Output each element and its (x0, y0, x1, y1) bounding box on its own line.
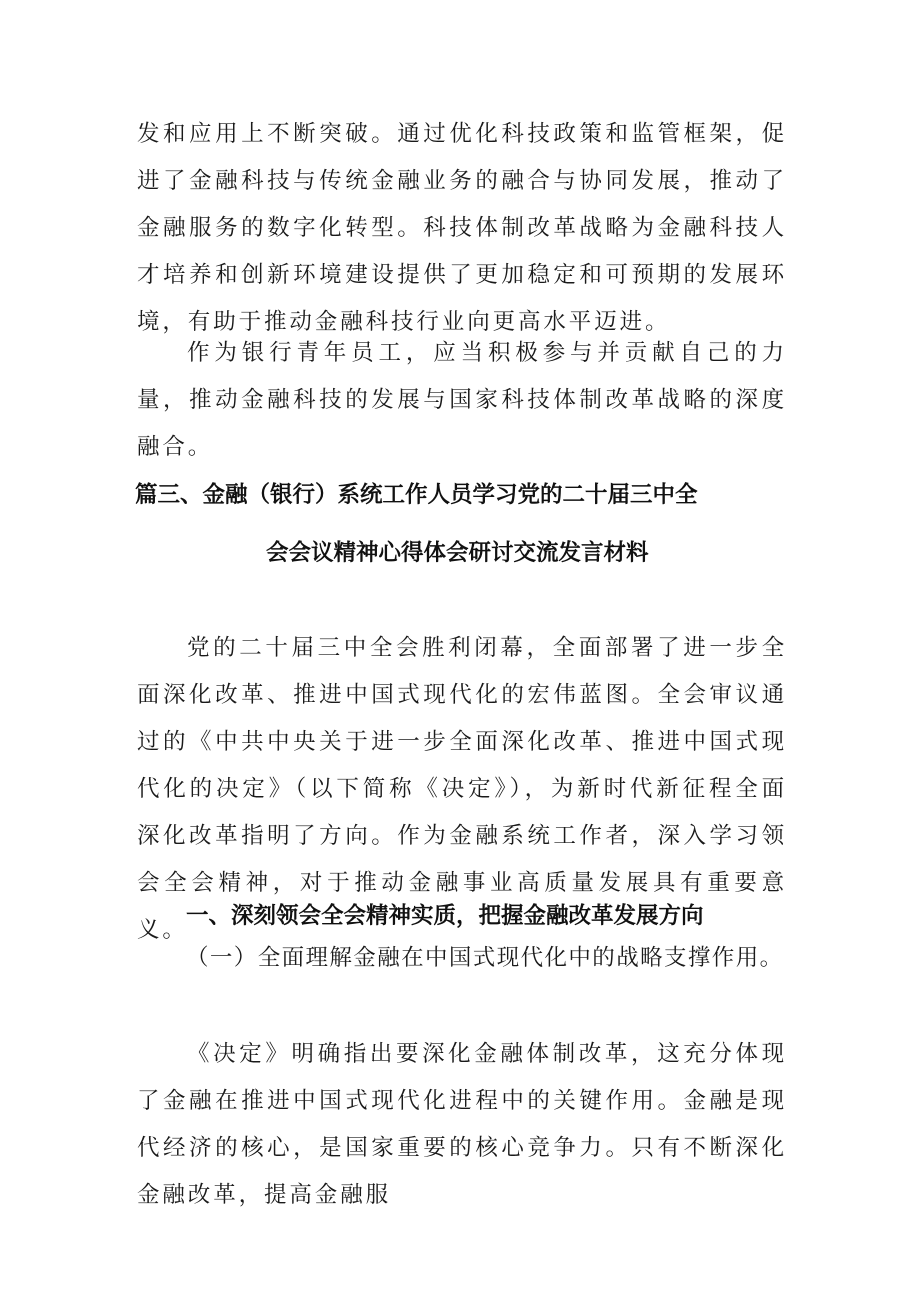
body-paragraph: 《决定》明确指出要深化金融体制改革，这充分体现了金融在推进中国式现代化进程中的关键作用。金融是现代经济的核心，是国家重要的核心竞争力。只有不断深化金融改革，提高金融服 (137, 1041, 787, 1208)
intro-paragraph: 党的二十届三中全会胜利闭幕，全面部署了进一步全面深化改革、推进中国式现代化的宏伟蓝图。全会审议通过的《中共中央关于进一步全面深化改革、推进中国式现代化的决定》（以下简称《决定》），为新时代新征程全面深化改革指明了方向。作为金融系统工作者，深入学习领会全会精神，对于推动金融事业高质量发展具有重要意义。 (137, 635, 787, 943)
closing-paragraph: 作为银行青年员工，应当积极参与并贡献自己的力量，推动金融科技的发展与国家科技体制改革战略的深度融合。 (137, 340, 787, 460)
continuation-paragraph: 发和应用上不断突破。通过优化科技政策和监管框架，促进了金融科技与传统金融业务的融合与协同发展，推动了金融服务的数字化转型。科技体制改革战略为金融科技人才培养和创新环境建设提供了更加稳定和可预期的发展环境，有助于推动金融科技行业向更高水平迈进。 (137, 121, 787, 335)
subheading-1: （一）全面理解金融在中国式现代化中的战略支撑作用。 (186, 945, 784, 971)
section-title-line2: 会会议精神心得体会研讨交流发言材料 (266, 540, 649, 566)
heading-1: 一、深刻领会全会精神实质，把握金融改革发展方向 (186, 903, 704, 929)
section-title-line1: 篇三、金融（银行）系统工作人员学习党的二十届三中全 (135, 482, 698, 508)
